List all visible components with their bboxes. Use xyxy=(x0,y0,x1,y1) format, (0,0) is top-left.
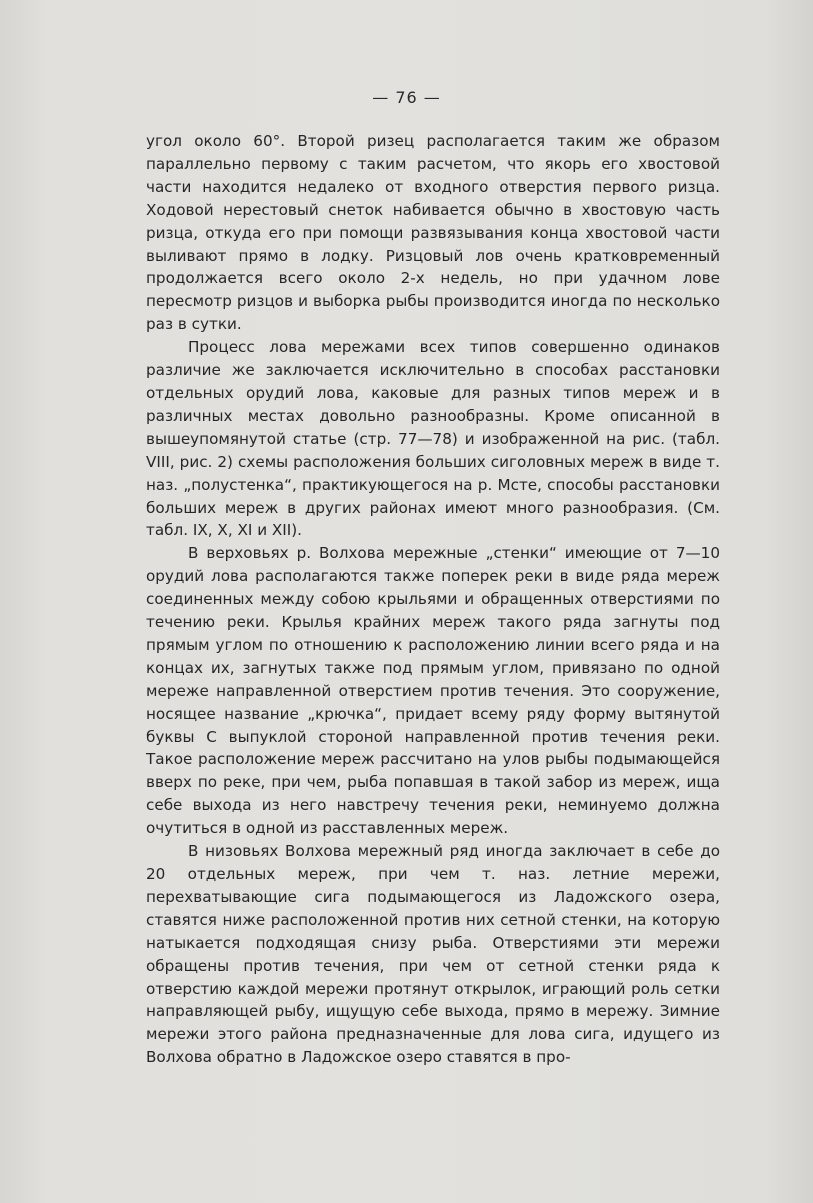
body-text xyxy=(146,130,720,1069)
paragraph-2: Процесс лова мережами всех типов совершенно одинаков различие же заключается исключительно в способах расстановки отдельных орудий лова, каковые для разных типов мереж и в различных местах довольно разнообразны. Кроме описанной в вышеупомянутой статье (стр. 77—78) и изображенной на рис. (табл. VIII, рис. 2) схемы расположения больших сиголовных мереж в виде т. наз. „полустенка“, практикующегося на р. Мсте, способы расстановки больших мереж в других районах имеют много разнообразия. (См. табл. IX, X, XI и XII). xyxy=(146,338,720,540)
paragraph-4: В низовьях Волхова мережный ряд иногда заключает в себе до 20 отдельных мереж, при чем т. наз. летние мережи, перехватывающие сига подымающегося из Ладожского озера, ставятся ниже расположенной против них сетной стенки, на которую натыкается подходящая снизу рыба. Отверстиями эти мережи обращены против течения, при чем от сетной стенки ряда к отверстию каждой мережи протянут открылок, играющий роль сетки направляющей рыбу, ищущую себе выхода, прямо в мережу. Зимние мережи этого района предназначенные для лова сига, идущего из Волхова обратно в Ладожское озеро ставятся в про- xyxy=(146,842,720,1067)
paragraph-3: В верховьях р. Волхова мережные „стенки“ имеющие от 7—10 орудий лова располагаются также поперек реки в виде ряда мереж соединенных между собою крыльями и обращенных отверстиями по течению реки. Крылья крайних мереж такого ряда загнуты под прямым углом по отношению к расположению линии всего ряда и на концах их, загнутых также под прямым углом, привязано по одной мереже направленной отверстием против течения. Это сооружение, носящее название „крючка“, придает всему ряду форму вытянутой буквы С выпуклой стороной направленной против течения реки. Такое расположение мереж рассчитано на улов рыбы подымающейся вверх по реке, при чем, рыба попавшая в такой забор из мереж, ища себе выхода из него навстречу течения реки, неминуемо должна очутиться в одной из расставленных мереж. xyxy=(146,544,720,838)
paragraph-1: угол около 60°. Второй ризец располагается таким же образом параллельно первому с таким расчетом, что якорь его хвостовой части находится недалеко от входного отверстия первого ризца. Ходовой нерестовый снеток набивается обычно в хвостовую часть ризца, откуда его при помощи развязывания конца хвостовой части выливают прямо в лодку. Ризцовый лов очень кратковременный продолжается всего около 2-х недель, но при удачном лове пересмотр ризцов и выборка рыбы производится иногда по несколько раз в сутки. xyxy=(146,132,720,334)
page-number: — 76 — xyxy=(372,88,441,107)
